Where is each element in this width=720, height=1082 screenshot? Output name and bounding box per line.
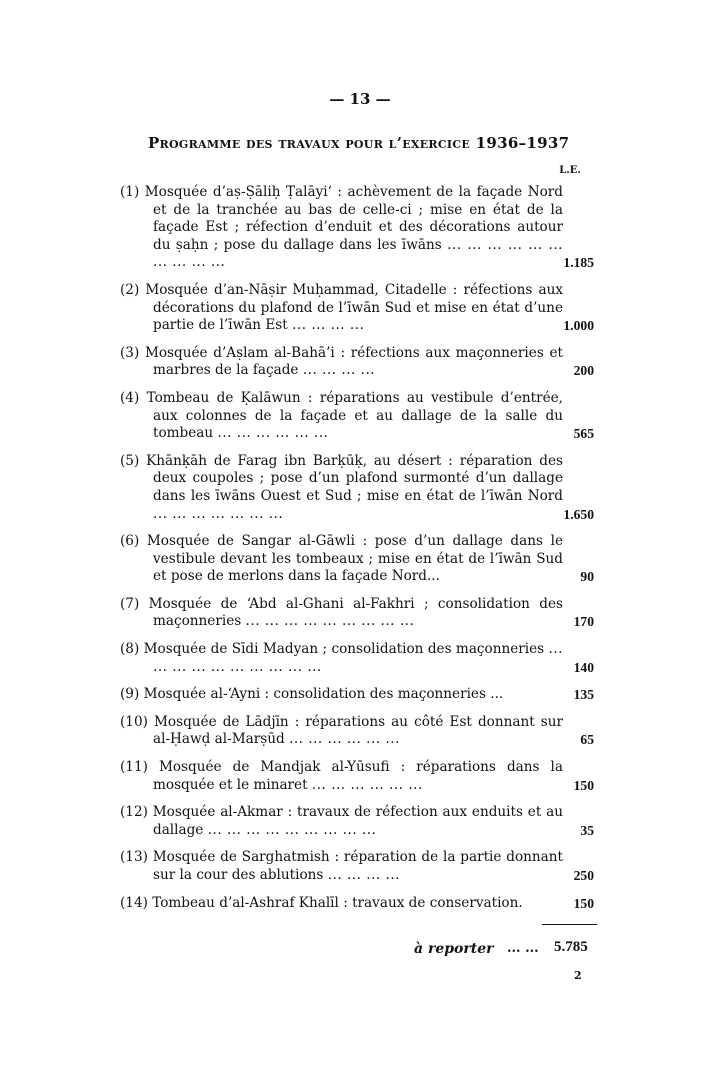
entry-text: (9) Mosquée al-‘Ayni : consolidation des maçonneries ... [120,686,504,703]
entry-text: (13) Mosquée de Sarghatmish : réparation de la partie donnant sur la cour des ablutions [120,849,563,883]
entry-amount: 565 [573,426,594,442]
leader-dots: ... ... ... ... ... ... [311,776,423,793]
entry-text: (7) Mosquée de ‘Abd al-Ghani al-Fakhri ; consolidation des maçonneries [120,595,563,630]
carry-forward-total: 5.785 [554,939,588,955]
signature-mark: 2 [574,969,582,982]
list-item [120,714,598,749]
list-item [120,759,598,794]
list-item [120,453,598,523]
entry-amount: 1.185 [563,255,594,271]
leader-dots: ... ... ... ... ... ... [217,425,329,442]
page-number: — 13 — [329,90,391,108]
list-item [120,345,598,380]
entry-amount: 35 [580,822,594,838]
entry-amount: 150 [573,895,594,911]
entry-text: (14) Tombeau d’al-Ashraf Khalīl : travaux de conservation. [120,894,523,911]
leader-dots: ... ... ... ... ... ... ... ... ... ... [153,236,563,271]
entry-text: (4) Tombeau de Ḳalāwun : réparations au vestibule d’entrée, aux colonnes de la façade et au dallage de la salle du tombeau [120,389,563,442]
entry-text: (11) Mosquée de Mandjak al-Yūsufi : réparations dans la mosquée et le minaret [120,759,563,793]
entry-amount: 135 [573,687,594,703]
entry-text: (2) Mosquée d’an-Nāṣir Muḥammad, Citadelle : réfections aux décorations du plafond de l’īwān Sud et mise en état d’une partie de l’īwān Est [120,281,563,334]
carry-forward-label: à reporter [414,941,494,957]
entry-text: (3) Mosquée d’Aṣlam al-Bahā’i : réfections aux maçonneries et marbres de la façade [120,344,563,379]
entry-amount: 250 [573,868,594,883]
leader-dots: ... ... ... ... [302,362,376,379]
entry-amount: 65 [580,732,594,748]
entry-text: (10) Mosquée de Lādjīn : réparations au côté Est donnant sur al-Ḥawḍ al-Marṣūd [120,713,563,748]
entry-text: (6) Mosquée de Sangar al-Gāwli : pose d’un dallage dans le vestibule devant les tombeaux ; mise en état de l’īwān Sud et pose de merlons dans la façade Nord... [120,533,563,585]
entry-amount: 1.650 [563,506,594,522]
carry-forward-dots: ... ... [507,941,539,956]
list-item [120,641,598,676]
list-item [120,533,598,586]
entry-text: (8) Mosquée de Sīdi Madyan ; consolidation des maçonneries [120,641,545,658]
list-item [120,895,598,913]
entry-amount: 90 [580,569,594,585]
entry-amount: 170 [573,614,594,630]
entry-text: (1) Mosquée d’aṣ-Ṣāliḥ Ṭalāyi‘ : achèvement de la façade Nord et de la tranchée au bas de celle-ci ; mise en état de la façade Est ; réfection d’enduit et des décorations autour du ṣaḥn ; pose du dallage dans les īwāns [120,184,563,253]
entry-amount: 200 [573,363,594,379]
list-item [120,390,598,443]
leader-dots: ... ... ... ... ... ... ... [153,505,284,522]
page-title: Programme des travaux pour l’exercice 1936–1937 [148,134,570,152]
currency-column-header: L.E. [559,165,581,176]
total-rule [542,924,597,925]
entry-amount: 150 [573,777,594,793]
list-item [120,849,598,884]
works-list [120,184,598,922]
entry-text: (12) Mosquée al-Akmar : travaux de réfection aux enduits et au dallage [120,804,563,838]
leader-dots: ... ... ... ... [327,867,401,883]
entry-amount: 140 [573,659,594,675]
leader-dots: ... ... ... ... [292,317,365,334]
leader-dots: ... ... ... ... ... ... [289,731,400,748]
entry-text: (5) Khānḳāh de Farag ibn Barḳūḳ, au désert : réparation des deux coupoles ; pose d’un plafond surmonté d’un dallage dans les īwāns Ouest et Sud ; mise en état de l’īwān Nord [120,452,563,504]
leader-dots: ... ... ... ... ... ... ... ... ... ... [153,641,563,675]
list-item [120,282,598,335]
list-item [120,686,598,704]
list-item [120,804,598,839]
leader-dots: ... ... ... ... ... ... ... ... ... [245,613,415,630]
list-item [120,184,598,272]
entry-amount: 1.000 [563,318,594,334]
list-item [120,596,598,631]
leader-dots: ... ... ... ... ... ... ... ... ... [207,821,377,838]
